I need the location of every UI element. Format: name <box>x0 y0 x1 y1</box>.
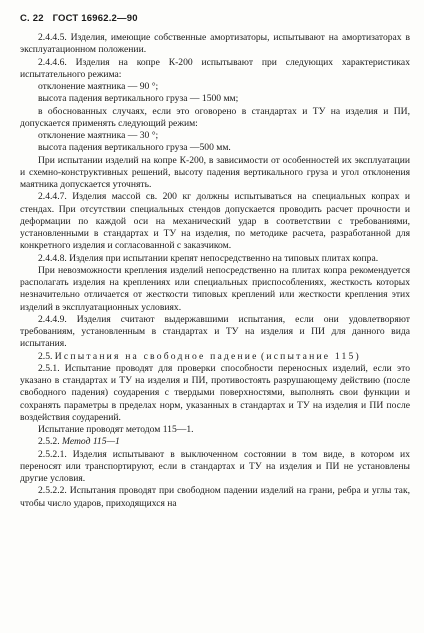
paragraph-2-5-2-2: 2.5.2.2. Испытания проводят при свободном падении изделий на грани, ребра и углы так, чтобы число ударов, приходящихся на <box>20 485 410 509</box>
mode-pendulum-90: отклонение маятника — 90 °; <box>38 81 159 92</box>
paragraph-k200-clarify: При испытании изделий на копре К-200, в зависимости от особенностей их эксплуатации и схемно-конструктивных решений, высоту падения вертикального груза и угол отклонения маятника допускается уточнять. <box>20 154 410 190</box>
section-number: 2.5. <box>38 350 53 362</box>
subsection-title: Метод 115—1 <box>62 436 120 448</box>
paragraph-method-ref: Испытание проводят методом 115—1. <box>38 424 194 435</box>
section-test-ref: (испытание 115) <box>260 350 361 362</box>
page-header <box>20 13 144 25</box>
standard-code: ГОСТ 16962.2—90 <box>52 13 138 24</box>
subsection-heading-2-5-2 <box>20 436 410 448</box>
section-heading-2-5 <box>20 351 410 363</box>
paragraph-2-4-4-9: 2.4.4.9. Изделия считают выдержавшими испытания, если они удовлетворяют требованиям, установленным в стандартах и ТУ на изделия и ПИ для данного вида испытания. <box>20 313 410 350</box>
paragraph-mounting: При невозможности крепления изделий непосредственно на плитах копра рекомендуется располагать изделия на креплениях или специальных приспособлениях, жесткость которых незначительно отличается от жесткости типовых креплений или жесткости крепления этих изделий в эксплуатационных условиях. <box>20 264 410 313</box>
paragraph-2-4-4-8: 2.4.4.8. Изделия при испытании крепят непосредственно на типовых плитах копра. <box>38 252 379 264</box>
mode-drop-1500: высота падения вертикального груза — 1500 мм; <box>38 93 239 105</box>
mode-drop-500: высота падения вертикального груза —500 мм. <box>38 142 231 154</box>
page-number: С. 22 <box>20 13 44 24</box>
paragraph-2-4-4-6: 2.4.4.6. Изделия на копре К-200 испытывают при следующих характеристиках испытательного режима: <box>20 56 410 80</box>
mode-pendulum-30: отклонение маятника — 30 °; <box>38 130 159 141</box>
subsection-number: 2.5.2. <box>38 436 60 448</box>
paragraph-2-5-2-1: 2.5.2.1. Изделия испытывают в выключенном состоянии в том виде, в котором их переносят или транспортируют, если в стандартах и ТУ на изделия и ПИ не установлены другие условия. <box>20 448 410 484</box>
body-text <box>20 32 410 510</box>
paragraph-2-4-4-5: 2.4.4.5. Изделия, имеющие собственные амортизаторы, испытывают на амортизаторах в эксплуатационном положении. <box>20 32 410 56</box>
section-title: Испытания на свободное падение <box>54 350 259 362</box>
paragraph-2-5-1: 2.5.1. Испытание проводят для проверки способности переносных изделий, если это указано в стандартах и ТУ на изделия и ПИ, противостоять разрушающему действию (после свободного падения) соударения с твердыми поверхностями, выполнять свои функции и сохранять параметры в пределах норм, указанных в стандартах и ТУ на изделия и ПИ после воздействия соударений. <box>20 362 410 423</box>
paragraph-2-4-4-7: 2.4.4.7. Изделия массой св. 200 кг должны испытываться на специальных копрах и стендах. При отсутствии специальных стендов допускается проводить расчет прочности и деформации по каждой оси на механический удар в соответствии с требованиями, установленными в стандартах и ТУ на изделия, по методике расчета, разработанной для конкретного изделия и согласованной с заказчиком. <box>20 191 410 252</box>
paragraph-justified-cases: в обоснованных случаях, если это оговорено в стандартах и ТУ на изделия и ПИ, допускается применять следующий режим: <box>20 105 410 129</box>
